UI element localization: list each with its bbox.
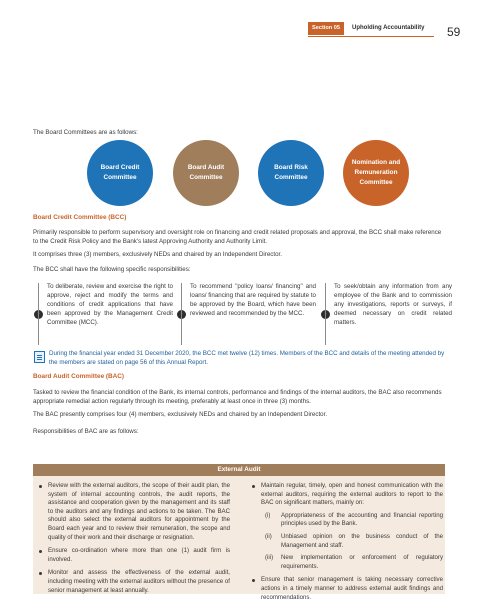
sub-item	[265, 532, 443, 550]
committee-circle-bcc	[87, 140, 153, 206]
sub-item	[265, 554, 443, 571]
chevron-right-icon: ›	[321, 310, 330, 319]
committee-label: Board Risk Committee	[274, 164, 308, 181]
committee-circle-bac	[173, 140, 239, 206]
committee-circle-brc	[258, 140, 324, 206]
chevron-right-icon: ›	[177, 310, 186, 319]
header-rule	[308, 36, 434, 37]
external-audit-left-column	[38, 482, 230, 600]
bcc-responsibility-2: To recommend "policy loans/ financing" and loans/ financing that are required by statute to be approved by the Board, which have been reviewed and recommended by the MCC.	[181, 283, 316, 345]
bcc-meeting-note: During the financial year ended 31 December 2020, the BCC met twelve (12) times. Members of the BCC and details of the meeting attended by the members are stated on page 56 of this Annual Report.	[49, 350, 445, 366]
committees-intro: The Board Committees are as follows:	[33, 129, 138, 136]
bac-para-3: Responsibilities of BAC are as follows:	[33, 428, 139, 435]
list-item: Monitor and assess the effectiveness of the external audit, including meeting with the external auditors without the presence of senior management at least annually.	[38, 569, 230, 595]
external-audit-right-column	[251, 482, 443, 607]
chevron-right-icon: ›	[34, 310, 43, 319]
bcc-para-2: It comprises three (3) members, exclusively NEDs and chaired by an Independent Director.	[33, 251, 282, 258]
section-title: Upholding Accountability	[352, 25, 425, 31]
sub-item-number: (iii)	[265, 554, 274, 562]
bcc-responsibility-1: To deliberate, review and exercise the right to approve, reject and modify the terms and conditions of credit applications that have been approved by the Management Credit Committee (MCC).	[38, 283, 173, 345]
list-item: Review with the external auditors, the scope of their audit plan, the system of internal accounting controls, the audit reports, the assistance and cooperation given by the management and its staff to the auditors and any findings and actions to be taken. The BAC should also select the external auditors for appointment by the Board each year and to review their remuneration, the scope and quality of their work and their discharge or resignation.	[38, 482, 230, 542]
bcc-heading: Board Credit Committee (BCC)	[33, 214, 127, 221]
bcc-para-3: The BCC shall have the following specific responsibilities:	[33, 266, 191, 273]
section-badge: Section 05	[308, 22, 344, 35]
sub-item-text: Unbiased opinion on the business conduct of the Management and staff.	[281, 532, 443, 549]
list-item: Ensure co-ordination where more than one (1) audit firm is involved.	[38, 547, 230, 564]
sub-item-text: Appropriateness of the accounting and financial reporting principles used by the Bank.	[281, 511, 443, 528]
list-item-text: Maintain regular, timely, open and honest communication with the external auditors, requiring the external auditors to report to the BAC on significant matters, mainly on:	[261, 482, 443, 507]
external-audit-title: External Audit	[33, 464, 445, 476]
sub-item-text: New implementation or enforcement of regulatory requirements.	[281, 554, 443, 570]
bac-para-2: The BAC presently comprises four (4) members, exclusively NEDs and chaired by an Independent Director.	[33, 411, 328, 418]
committee-label: Board Credit Committee	[100, 164, 140, 181]
bcc-responsibility-3: To seek/obtain any information from any employee of the Bank and to commission any investigations, reports or surveys, if deemed necessary on credit related matters.	[325, 283, 452, 345]
bac-heading: Board Audit Committee (BAC)	[33, 373, 125, 380]
committee-circle-nrc	[343, 140, 409, 206]
bac-para-1: Tasked to review the financial condition of the Bank, its internal controls, performance and findings of the internal auditors, the BAC also recommends appropriate remedial action regularly through its meeting, preferably at least once in three (3) months.	[33, 389, 442, 405]
list-item: Ensure that senior management is taking necessary corrective actions in a timely manner to address external audit findings and recommendations.	[251, 576, 443, 602]
page-number: 59	[447, 25, 461, 39]
committee-label: Nomination and Remuneration Committee	[351, 159, 401, 186]
document-icon	[34, 351, 45, 363]
sub-item-number: (ii)	[265, 532, 272, 540]
sub-item-number: (i)	[265, 511, 271, 519]
committee-label: Board Audit Committee	[187, 164, 225, 181]
sub-item	[265, 511, 443, 529]
list-item	[251, 482, 443, 571]
bcc-para-1: Primarily responsible to perform supervisory and oversight role on financing and credit related proposals and approval, the BCC shall make reference to the Credit Risk Policy and the Bank's latest Approving Authority and Authority Limit.	[33, 229, 442, 245]
